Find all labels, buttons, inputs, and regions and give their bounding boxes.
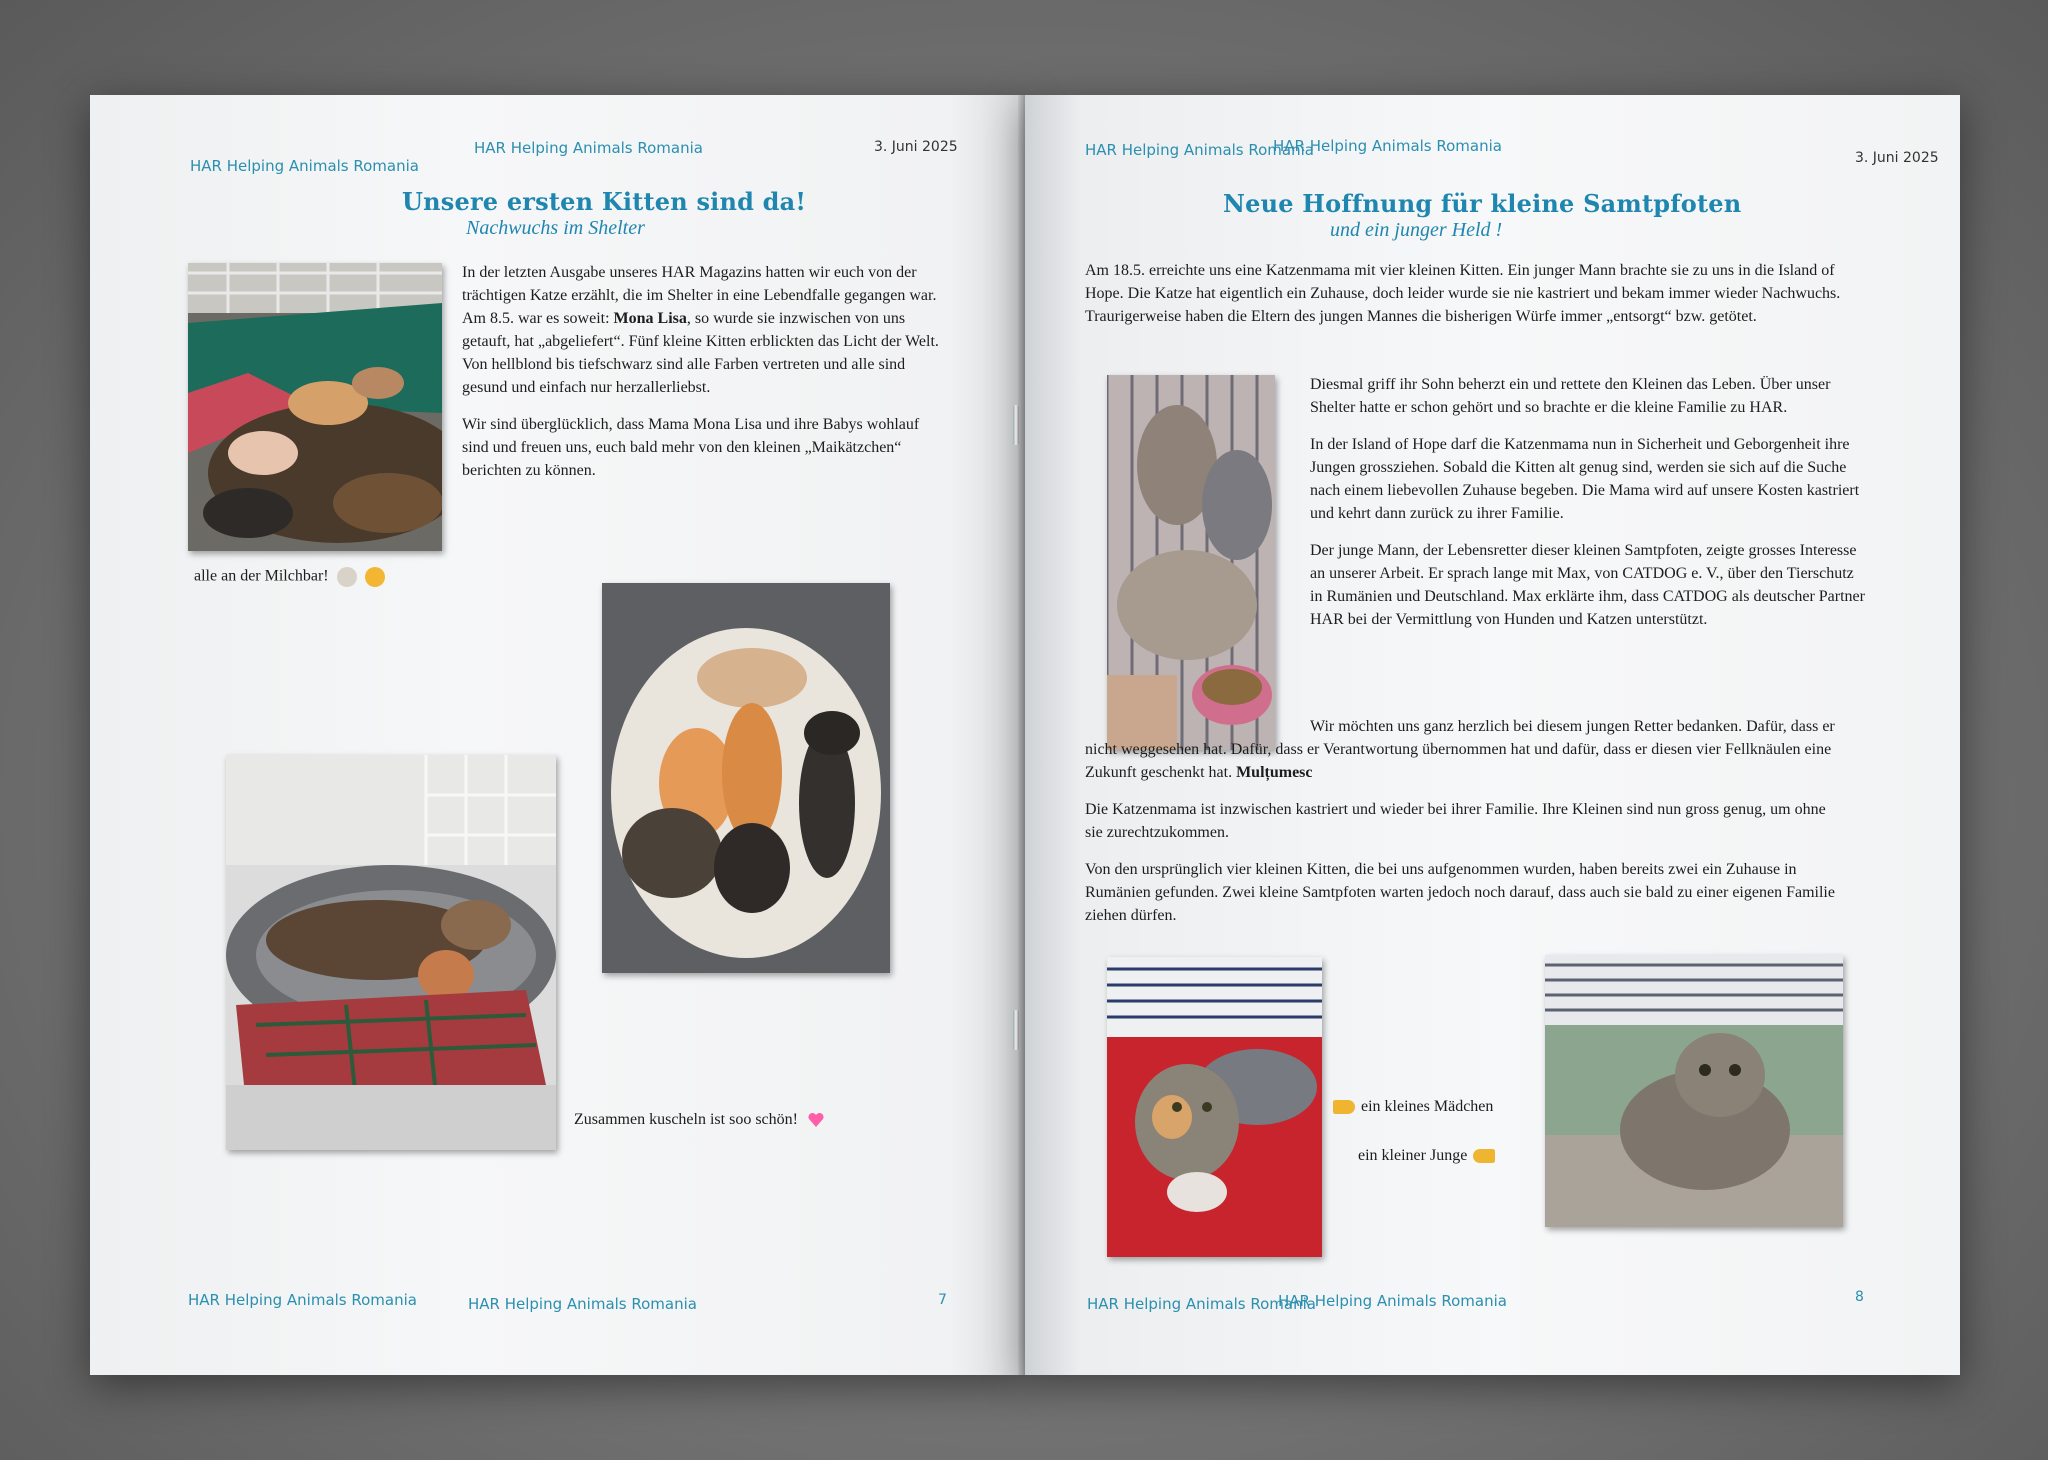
issue-date: 3. Juni 2025 [874,139,958,155]
article-body-wide [1085,715,1845,941]
bold-thanks: Mulțumesc [1236,764,1313,781]
photo-nursing-kittens [188,263,442,551]
article-title: Unsere ersten Kitten sind da! [402,187,807,216]
article-subtitle: und ein junger Held ! [1330,219,1503,241]
header-text: HAR Helping Animals Romania [1085,141,1314,159]
article-body [462,261,947,496]
pointing-right-hand-icon [1473,1149,1495,1163]
caption-text: Zusammen kuscheln ist soo schön! [574,1111,798,1128]
article-intro: Am 18.5. erreichte uns eine Katzenmama mit vier kleinen Kitten. Ein junger Mann brachte sie zu uns in die Island of Hope. Die Katze hat eigentlich ein Zuhause, doch leider wurde sie nie kastriert und bekam immer wieder Nachwuchs. Traurigerweise haben die Eltern des jungen Mannes die bisherigen Würfe immer „entsorgt“ bzw. getötet. [1085,262,1841,325]
photo-caption [1327,1098,1493,1116]
text-span: Wir möchten uns ganz herzlich bei diesem jungen Retter bedanken. Dafür, dass er nicht weggesehen hat. Dafür, dass er Verantwortung übernommen hat und dafür, dass er diesen vier Fellknäulen eine Zukunft geschenkt hat. [1085,718,1835,781]
left-page [90,95,1025,1375]
photo-kitten-girl [1107,957,1322,1257]
footer-text: HAR Helping Animals Romania [1278,1292,1507,1310]
right-page [1025,95,1960,1375]
pointing-left-hand-icon [1333,1100,1355,1114]
footer-text: HAR Helping Animals Romania [468,1295,697,1313]
heart-eyes-cat-icon [365,567,385,587]
photo-kitten-boy [1545,955,1843,1227]
text-span: , so wurde sie inzwischen von uns getauft, hat „abgeliefert“. Fünf kleine Kitten erblickten das Licht der Welt. Von hellblond bis tiefschwarz sind alle Farben vertreten und alle sind gesund und einfach nur herzallerliebst. [462,310,939,396]
photo-mom-eating [1107,375,1275,750]
paragraph: Wir sind überglücklich, dass Mama Mona Lisa und ihre Babys wohlauf sind und freuen uns, euch bald mehr von den kleinen „Maikätzchen“ berichten zu können. [462,416,920,479]
staple [1013,1010,1019,1050]
caption-text: ein kleiner Junge [1358,1147,1468,1164]
magazine-spread [90,95,1960,1375]
paragraph [462,261,947,399]
paragraph: In der Island of Hope darf die Katzenmama nun in Sicherheit und Geborgenheit ihre Jungen grossziehen. Sobald die Kitten alt genug sind, werden sie sich auf die Suche nach einem liebevollen Zuhause begeben. Die Mama wird auf unsere Kosten kastriert und kehrt dann zurück zu ihrer Familie. [1310,436,1860,522]
footer-text: HAR Helping Animals Romania [1087,1295,1316,1313]
paragraph: Diesmal griff ihr Sohn beherzt ein und rettete den Kleinen das Leben. Über unser Shelter hatte er schon gehört und so brachte er die kleine Familie zu HAR. [1310,376,1831,416]
caption-text: ein kleines Mädchen [1361,1098,1494,1115]
footer-text: HAR Helping Animals Romania [188,1291,417,1309]
baby-bottle-icon [337,567,357,587]
article-subtitle: Nachwuchs im Shelter [466,217,645,239]
bold-name: Mona Lisa [613,310,687,327]
text-span: In der letzten Ausgabe unseres HAR Magazins hatten wir euch von der trächtigen Katze erzählt, die im Shelter in eine Lebendfalle gegangen war. Am 8.5. war es soweit: [462,264,937,327]
page-number: 8 [1855,1289,1864,1305]
photo-caption [194,567,385,587]
paragraph: Der junge Mann, der Lebensretter dieser kleinen Samtpfoten, zeigte grosses Interesse an unserer Arbeit. Er sprach lange mit Max, von CATDOG e. V., über den Tierschutz in Rumänien und Deutschland. Max erklärte ihm, dass CATDOG als deutscher Partner HAR bei der Vermittlung von Hunden und Katzen unterstützt. [1310,542,1865,628]
article-body [1310,373,1865,645]
photo-mom-cuddling [226,755,556,1150]
issue-date: 3. Juni 2025 [1855,150,1939,166]
paragraph: Die Katzenmama ist inzwischen kastriert und wieder bei ihrer Familie. Ihre Kleinen sind nun gross genug, um ohne sie zurechtzukommen. [1085,801,1826,841]
article-title: Neue Hoffnung für kleine Samtpfoten [1223,189,1742,218]
header-text: HAR Helping Animals Romania [474,139,703,157]
paragraph [1085,715,1845,784]
header-text: HAR Helping Animals Romania [190,157,419,175]
photo-caption [1358,1147,1501,1165]
caption-text: alle an der Milchbar! [194,567,329,585]
page-number: 7 [938,1292,947,1308]
header-text: HAR Helping Animals Romania [1273,137,1502,155]
photo-kittens-basket [602,583,890,973]
pink-heart-icon [808,1112,824,1128]
photo-caption [574,1111,824,1129]
paragraph: Von den ursprünglich vier kleinen Kitten, die bei uns aufgenommen wurden, haben bereits zwei ein Zuhause in Rumänien gefunden. Zwei kleine Samtpfoten warten jedoch noch darauf, dass auch sie bald zu einer eigenen Familie ziehen dürfen. [1085,861,1835,924]
staple [1013,405,1019,445]
